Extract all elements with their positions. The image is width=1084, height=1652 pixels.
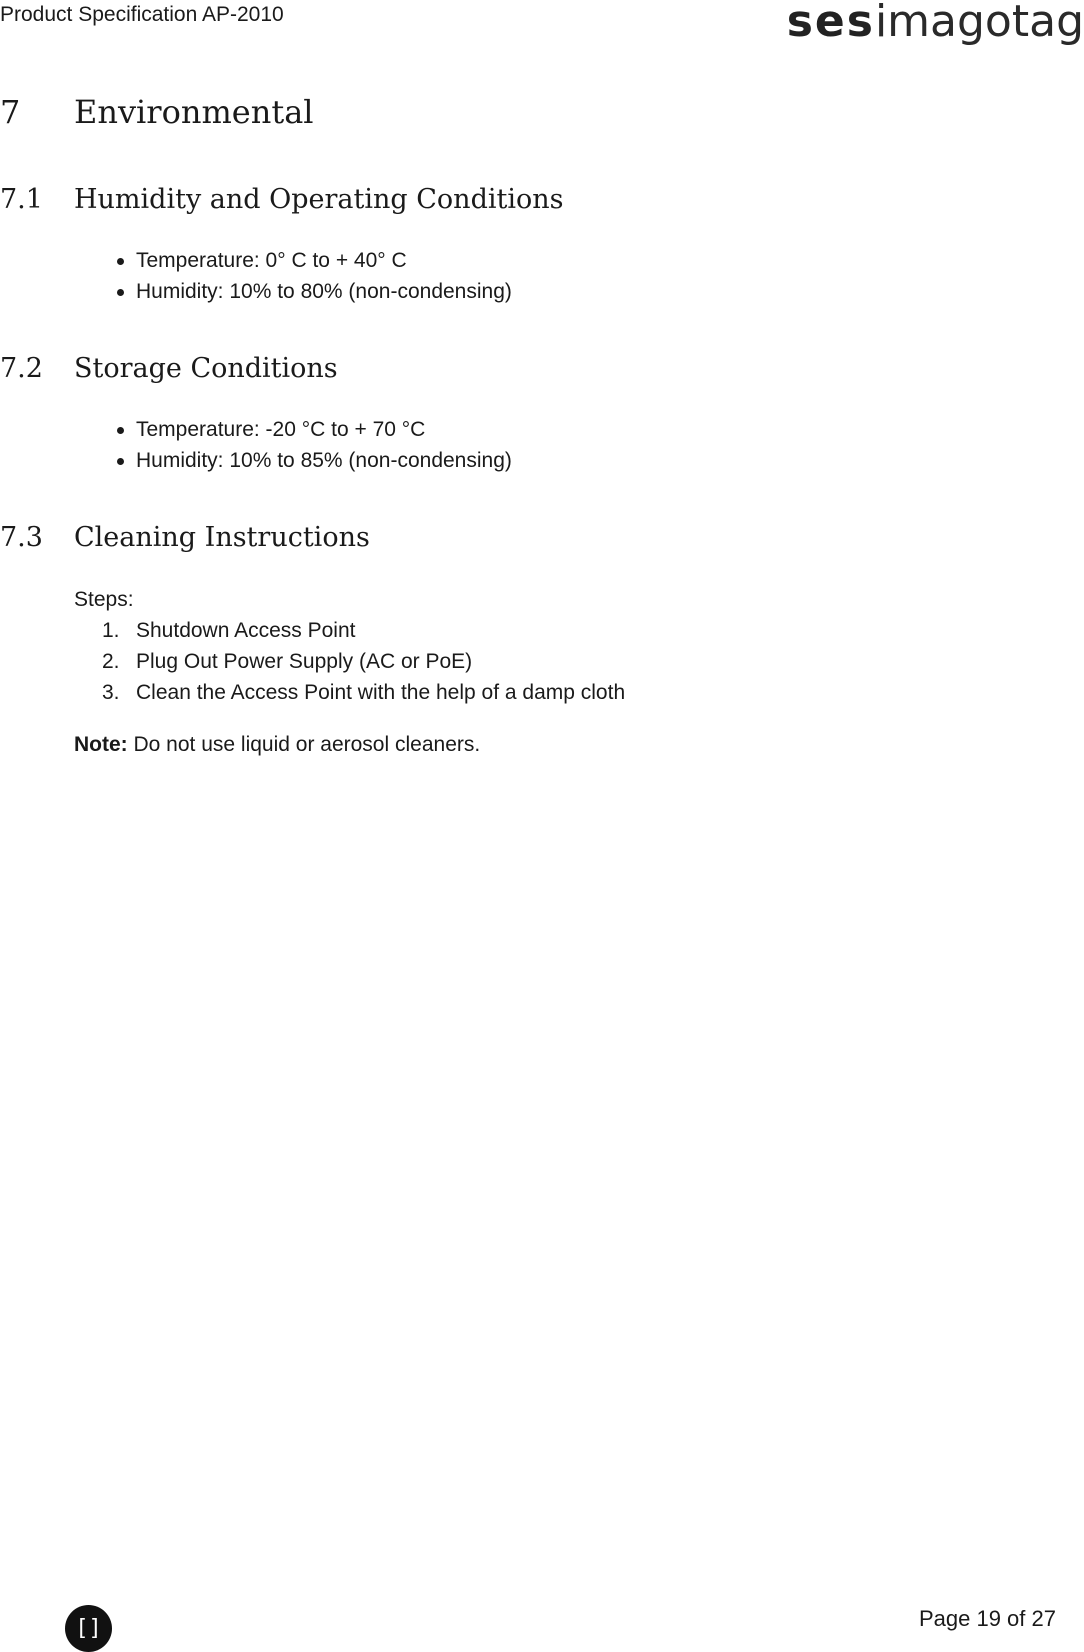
list-item-text: Temperature: 0° C to + 40° C: [136, 249, 407, 272]
list-item-text: Humidity: 10% to 85% (non-condensing): [136, 449, 512, 472]
subsection-number: 7.1: [0, 184, 43, 215]
cleaning-note: [74, 729, 480, 760]
subsection-title: Humidity and Operating Conditions: [74, 184, 564, 215]
logo-light-text: imagotag: [874, 0, 1084, 47]
document-title: Product Specification AP-2010: [0, 3, 284, 26]
logo-bold-text: ses: [786, 0, 875, 47]
page-header: [0, 0, 1084, 60]
steps-label: Steps:: [74, 588, 134, 611]
bullet-icon: [117, 258, 124, 265]
bullet-icon: [117, 427, 124, 434]
step-number: 1.: [102, 619, 120, 642]
step-text: Shutdown Access Point: [136, 619, 356, 642]
step-text: Clean the Access Point with the help of a damp cloth: [136, 681, 626, 704]
note-label: Note:: [74, 733, 128, 756]
ses-imagotag-logo: [787, 0, 1084, 50]
page-number: Page 19 of 27: [918, 1606, 1056, 1631]
step-number: 3.: [102, 681, 120, 704]
subsection-title: Cleaning Instructions: [74, 522, 370, 553]
note-text: Do not use liquid or aerosol cleaners.: [127, 733, 481, 756]
step-number: 2.: [102, 650, 120, 673]
section-number: 7: [0, 93, 21, 131]
step-text: Plug Out Power Supply (AC or PoE): [136, 650, 473, 673]
section-title: Environmental: [74, 93, 314, 131]
list-item-text: Temperature: -20 °C to + 70 °C: [136, 418, 426, 441]
subsection-number: 7.2: [0, 353, 43, 384]
bullet-icon: [117, 458, 124, 465]
subsection-title: Storage Conditions: [74, 353, 338, 384]
bullet-icon: [117, 289, 124, 296]
subsection-number: 7.3: [0, 522, 43, 553]
list-item-text: Humidity: 10% to 80% (non-condensing): [136, 280, 512, 303]
footer-badge-icon: []: [65, 1605, 112, 1652]
